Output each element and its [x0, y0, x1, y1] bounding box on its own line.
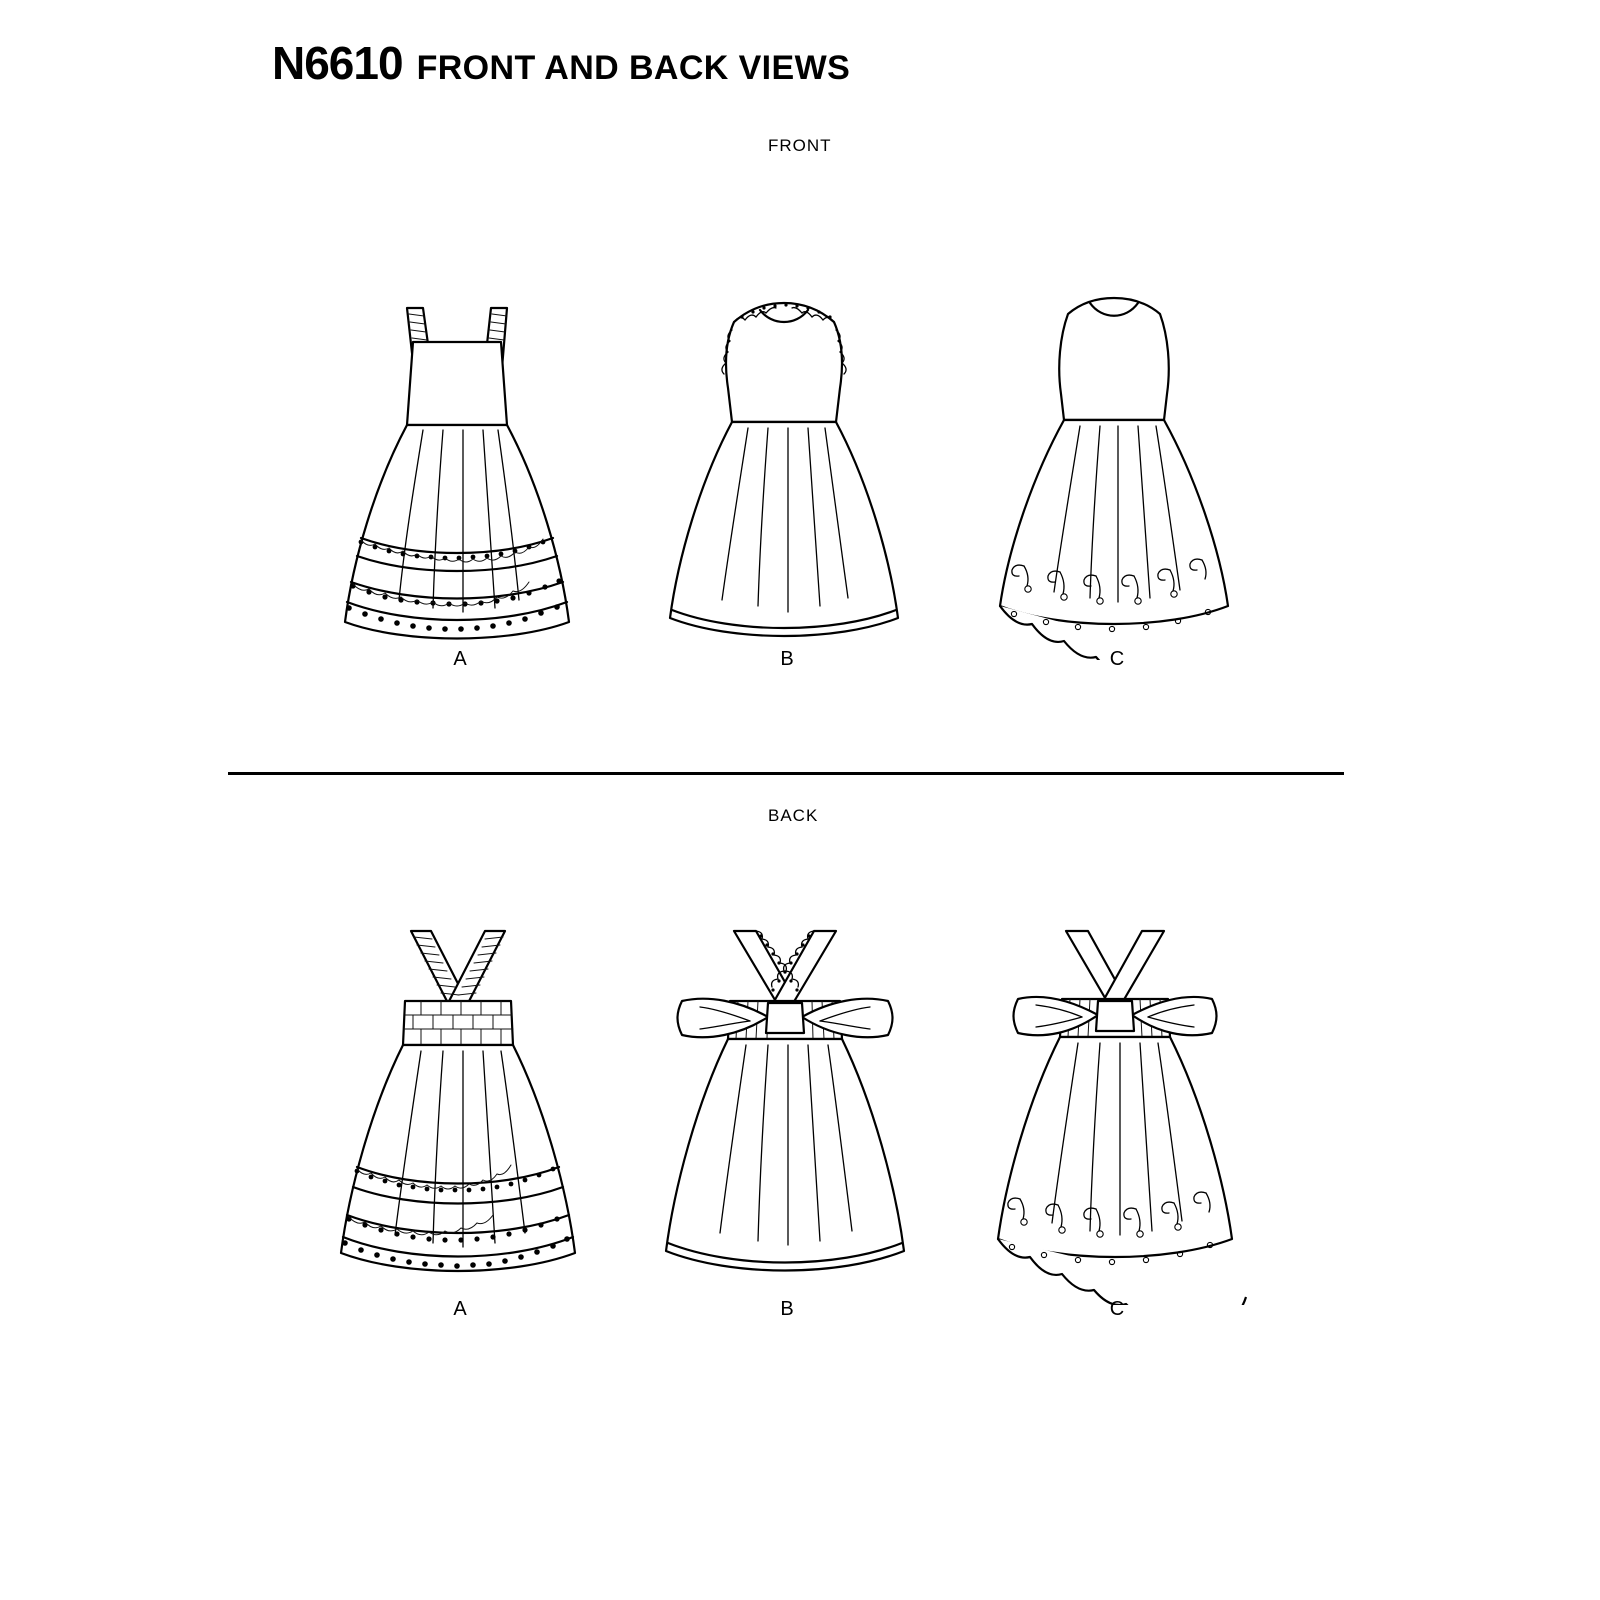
view-front-c — [952, 270, 1282, 670]
caption-front-b: B — [780, 648, 794, 670]
section-divider — [228, 772, 1344, 775]
caption-back-c: C — [1109, 1298, 1125, 1320]
pattern-number: N6610 — [272, 37, 403, 89]
section-label-back: BACK — [768, 806, 819, 825]
caption-back-a: A — [453, 1298, 467, 1320]
caption-back-b: B — [780, 1298, 794, 1320]
view-back-a — [295, 905, 625, 1305]
page-title: FRONT AND BACK VIEWS — [416, 49, 851, 87]
view-front-a — [295, 270, 625, 670]
view-back-b — [622, 905, 952, 1305]
caption-front-a: A — [453, 648, 467, 670]
section-label-front: FRONT — [768, 136, 832, 155]
view-back-c — [952, 905, 1282, 1305]
view-front-b — [622, 270, 952, 670]
caption-front-c: C — [1109, 648, 1125, 670]
page-header — [272, 36, 850, 90]
